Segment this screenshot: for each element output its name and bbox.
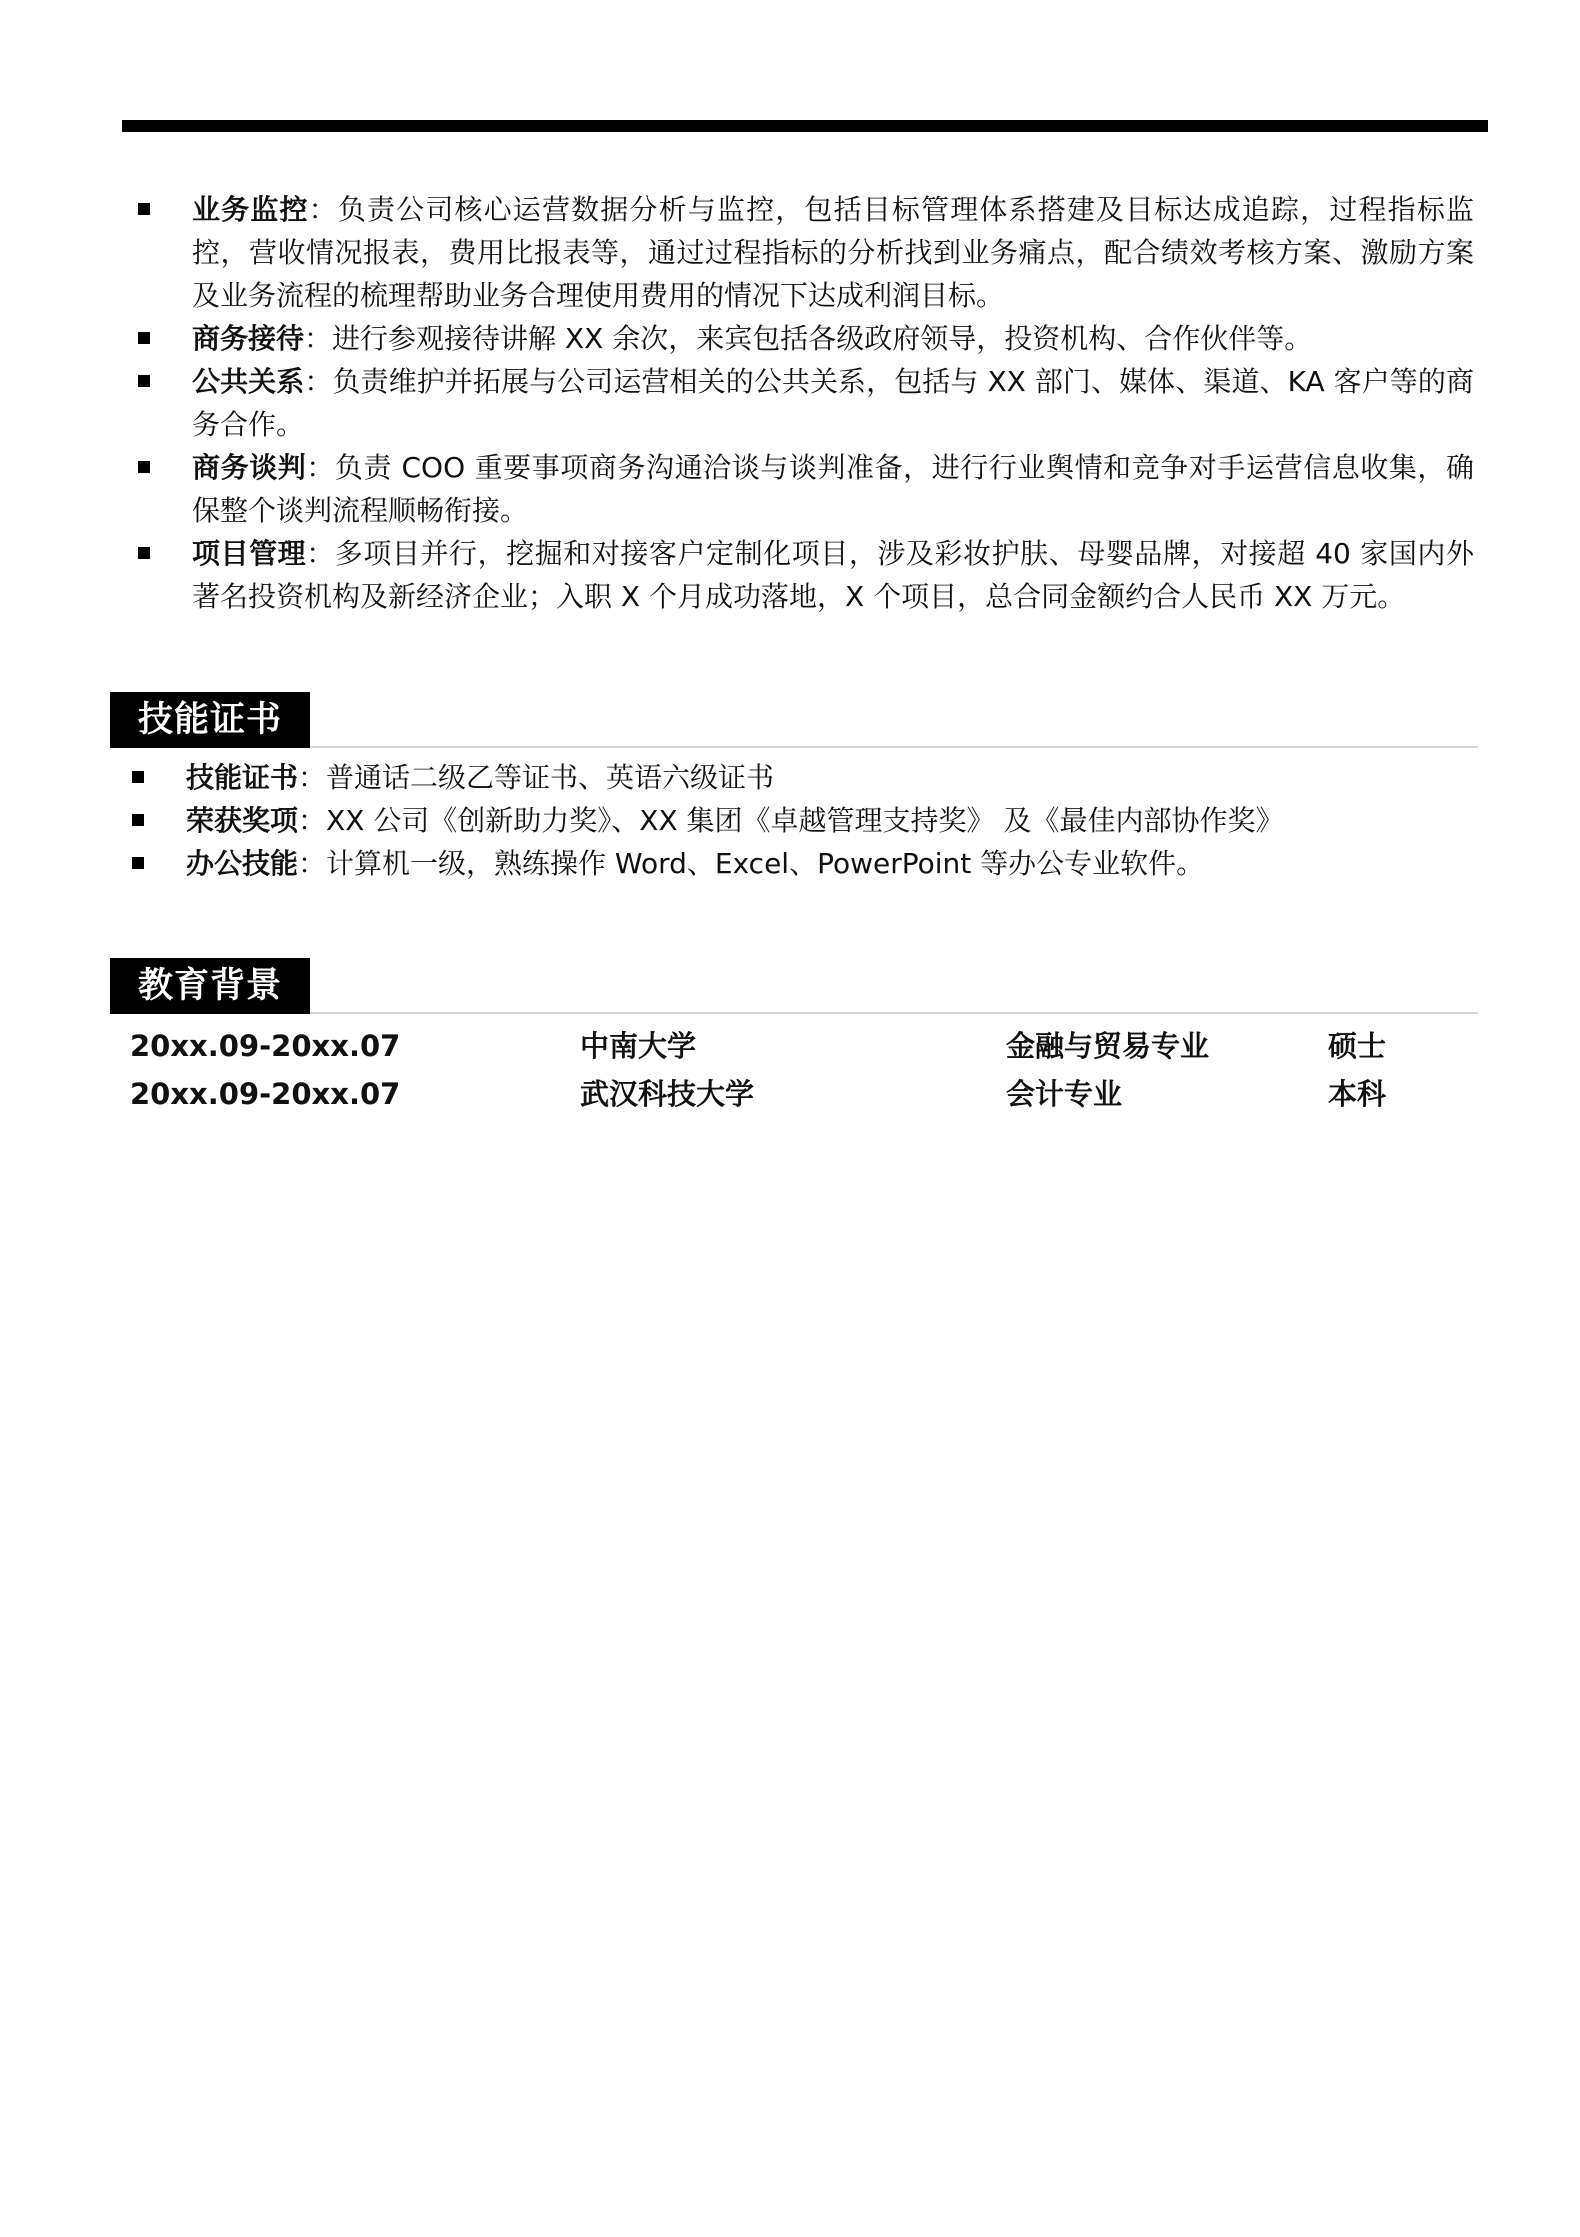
item-term: 荣获奖项 [186,804,299,837]
square-bullet-icon [138,203,150,215]
education-table [130,1022,1470,1118]
square-bullet-icon [132,857,144,869]
item-separator: ： [304,322,333,355]
item-text: 多项目并行，挖掘和对接客户定制化项目，涉及彩妆护肤、母婴品牌，对接超 40 家国内外著名投资机构及新经济企业；入职 X 个月成功落地，X 个项目，总合同金额约合人民币 XX 万元。 [192,537,1474,613]
top-divider [122,120,1488,132]
education-degree: 本科 [1328,1077,1387,1111]
section-divider [310,746,1478,748]
square-bullet-icon [138,547,150,559]
item-separator: ： [304,365,333,398]
list-item [128,756,1468,799]
item-term: 技能证书 [186,761,299,794]
list-item [128,842,1468,885]
item-text: 负责 COO 重要事项商务沟通洽谈与谈判准备，进行行业舆情和竞争对手运营信息收集，确保整个谈判流程顺畅衔接。 [192,451,1474,527]
education-date: 20xx.09-20xx.07 [130,1029,401,1063]
work-duties-list [134,188,1474,618]
item-text: 计算机一级，熟练操作 Word、Excel、PowerPoint 等办公专业软件。 [326,847,1205,880]
list-item [128,799,1468,842]
skills-list [128,756,1468,885]
item-separator: ： [306,537,335,570]
item-term: 办公技能 [186,847,299,880]
item-text: 普通话二级乙等证书、英语六级证书 [326,761,775,794]
section-divider [310,1012,1478,1014]
item-term: 项目管理 [192,537,307,570]
section-title: 技能证书 [110,692,310,748]
item-separator: ： [298,804,327,837]
skills-section-header [110,692,1478,748]
list-item [134,317,1474,360]
education-major: 会计专业 [1006,1077,1123,1111]
list-item [134,360,1474,446]
item-separator: ： [298,847,327,880]
square-bullet-icon [138,461,150,473]
table-row [130,1022,1470,1070]
education-date: 20xx.09-20xx.07 [130,1077,401,1111]
item-separator: ： [308,193,338,226]
education-school: 中南大学 [580,1029,697,1063]
list-item [134,446,1474,532]
list-item [134,188,1474,317]
section-title: 教育背景 [110,958,310,1014]
square-bullet-icon [138,332,150,344]
square-bullet-icon [132,771,144,783]
item-term: 公共关系 [192,365,305,398]
item-text: 负责公司核心运营数据分析与监控，包括目标管理体系搭建及目标达成追踪，过程指标监控，营收情况报表，费用比报表等，通过过程指标的分析找到业务痛点，配合绩效考核方案、激励方案及业务流程的梳理帮助业务合理使用费用的情况下达成利润目标。 [192,193,1474,312]
list-item [134,532,1474,618]
item-text: 进行参观接待讲解 XX 余次，来宾包括各级政府领导，投资机构、合作伙伴等。 [332,322,1313,355]
item-text: XX 公司《创新助力奖》、XX 集团《卓越管理支持奖》 及《最佳内部协作奖》 [326,804,1284,837]
education-section-header [110,958,1478,1014]
item-term: 商务谈判 [192,451,307,484]
item-term: 商务接待 [192,322,305,355]
education-school: 武汉科技大学 [580,1077,755,1111]
table-row [130,1070,1470,1118]
item-text: 负责维护并拓展与公司运营相关的公共关系，包括与 XX 部门、媒体、渠道、KA 客户等的商务合作。 [192,365,1474,441]
education-major: 金融与贸易专业 [1006,1029,1210,1063]
square-bullet-icon [132,814,144,826]
item-separator: ： [306,451,335,484]
item-term: 业务监控 [192,193,309,226]
square-bullet-icon [138,375,150,387]
education-degree: 硕士 [1328,1029,1387,1063]
item-separator: ： [298,761,327,794]
